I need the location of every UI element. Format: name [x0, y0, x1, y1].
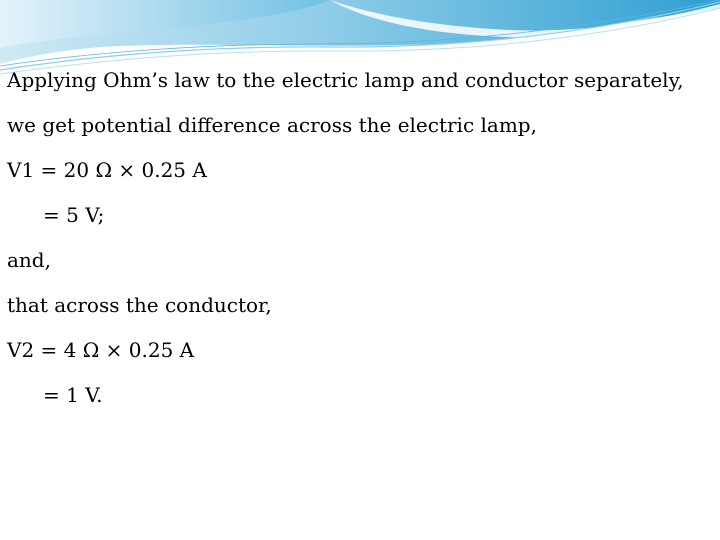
- equation-v2: V2 = 4 Ω × 0.25 A: [7, 338, 195, 362]
- equation-v1: V1 = 20 Ω × 0.25 A: [7, 158, 207, 182]
- text-line-and: and,: [7, 248, 51, 272]
- text-line-conductor: that across the conductor,: [7, 293, 272, 317]
- equation-v1-result: = 5 V;: [43, 203, 105, 227]
- text-line-ohms-law-intro: Applying Ohm’s law to the electric lamp and conductor separately,: [7, 68, 684, 92]
- equation-v2-result: = 1 V.: [43, 383, 103, 407]
- text-line-lamp-potential: we get potential difference across the electric lamp,: [7, 113, 537, 137]
- slide-body: [7, 62, 713, 422]
